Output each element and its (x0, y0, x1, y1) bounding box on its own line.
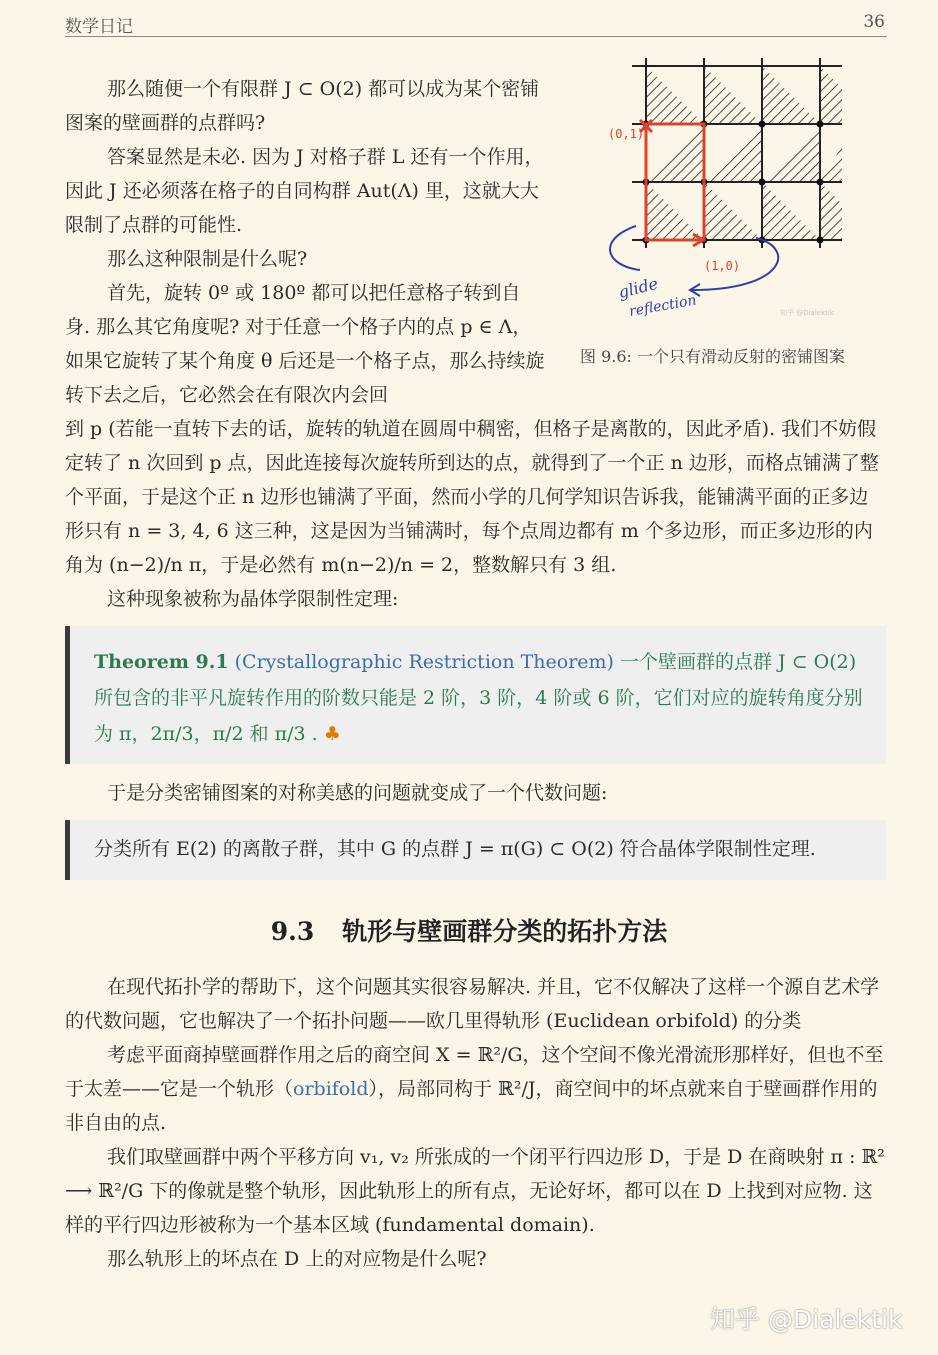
section-paragraph-4: 那么轨形上的坏点在 D 上的对应物是什么呢? (107, 1248, 487, 1270)
intro-text (65, 72, 545, 412)
section-number: 9.3 (270, 917, 315, 946)
glide-reflection-tiling-svg (596, 58, 846, 320)
reflection-label: reflection (627, 292, 698, 320)
section-body (65, 970, 887, 1276)
intro-paragraph-2: 答案显然是未必. 因为 J 对格子群 L 还有一个作用，因此 J 还必须落在格子的自同构群 Aut(Λ) 里，这就大大限制了点群的可能性. (65, 146, 544, 236)
label-0-1: (0,1) (608, 127, 645, 141)
intro-paragraph-3: 那么这种限制是什么呢? (107, 248, 308, 270)
theorem-body: 一个壁画群的点群 J ⊂ O(2) 所包含的非平凡旋转作用的阶数只能是 2 阶，3 阶，4 阶或 6 阶，它们对应的旋转角度分别为 π，2π/3，π/2 和 π/3 . (94, 651, 863, 745)
section-paragraph-2a: 考虑平面商掉壁画群作用之后的商空间 X = ℝ²/G，这个空间不像光滑流形那样好，但也不至于太差——它是一个轨形（ (65, 1044, 884, 1100)
question-box: 分类所有 E(2) 的离散子群，其中 G 的点群 J = π(G) ⊂ O(2) 符合晶体学限制性定理. (65, 820, 886, 880)
section-paragraph-3: 我们取壁画群中两个平移方向 v₁, v₂ 所张成的一个闭平行四边形 D，于是 D 在商映射 π : ℝ² ⟶ ℝ²/G 下的像就是整个轨形，因此轨形上的所有点，无论好坏，都可以在 D 上找到对应物. 这样的平行四边形被称为一个基本区域 (fundamental domain). (65, 1146, 885, 1236)
section-paragraph-2b: ），局部同构于 ℝ²/J，商空间中的坏点就来自于壁画群作用的非自由的点. (65, 1078, 878, 1134)
orbifold-link[interactable]: orbifold (293, 1078, 369, 1100)
theorem-label: Theorem 9.1 (94, 651, 229, 673)
glide-label: glide (616, 273, 660, 302)
page-number: 36 (863, 12, 885, 32)
figure-caption: 图 9.6: 一个只有滑动反射的密铺图案 (580, 347, 846, 366)
glide-arrow-left (610, 226, 640, 270)
theorem-box (65, 626, 886, 764)
section-paragraph-2 (65, 1038, 887, 1140)
zhihu-watermark: 知乎 @Dialektik (710, 1305, 903, 1334)
tiling-figure (596, 58, 846, 320)
page-header (65, 10, 887, 37)
intro-paragraph-4a: 首先，旋转 0º 或 180º 都可以把任意格子转到自身. 那么其它角度呢? 对于任意一个格子内的点 p ∈ Λ，如果它旋转了某个角度 θ 后还是一个格子点，那么持续旋转下去之后，它必然会在有限次内会回 (65, 282, 545, 406)
theorem-name: (Crystallographic Restriction Theorem) (234, 651, 614, 673)
intro-paragraph-1: 那么随便一个有限群 J ⊂ O(2) 都可以成为某个密铺图案的壁画群的点群吗? (65, 78, 540, 134)
section-heading (0, 912, 938, 948)
section-paragraph-1: 在现代拓扑学的帮助下，这个问题其实很容易解决. 并且，它不仅解决了这样一个源自艺术学的代数问题，它也解决了一个拓扑问题——欧几里得轨形 (Euclidean orbifold) 的分类 (65, 976, 880, 1032)
running-title: 数学日记 (65, 17, 133, 37)
continued-text (65, 412, 887, 616)
figure-watermark: 知乎 @Dialektik (780, 309, 834, 317)
section-title: 轨形与壁画群分类的拓扑方法 (342, 917, 668, 946)
after-theorem-text: 于是分类密铺图案的对称美感的问题就变成了一个代数问题: (107, 782, 608, 804)
intro-paragraph-5: 这种现象被称为晶体学限制性定理: (107, 588, 399, 610)
club-icon: ♣ (323, 723, 341, 745)
label-1-0: (1,0) (704, 259, 741, 273)
intro-paragraph-4b: 到 p (若能一直转下去的话，旋转的轨道在圆周中稠密，但格子是离散的，因此矛盾). 我们不妨假定转了 n 次回到 p 点，因此连接每次旋转所到达的点，就得到了一个正 n 边形，而格点铺满了整个平面，于是这个正 n 边形也铺满了平面，然而小学的几何学知识告诉我，能铺满平面的正多边形只有 n = 3, 4, 6 这三种，这是因为当铺满时，每个点周边都有 m 个多边形，而正多边形的内角为 (n−2)/n π，于是必然有 m(n−2)/n = 2，整数解只有 3 组. (65, 418, 879, 576)
